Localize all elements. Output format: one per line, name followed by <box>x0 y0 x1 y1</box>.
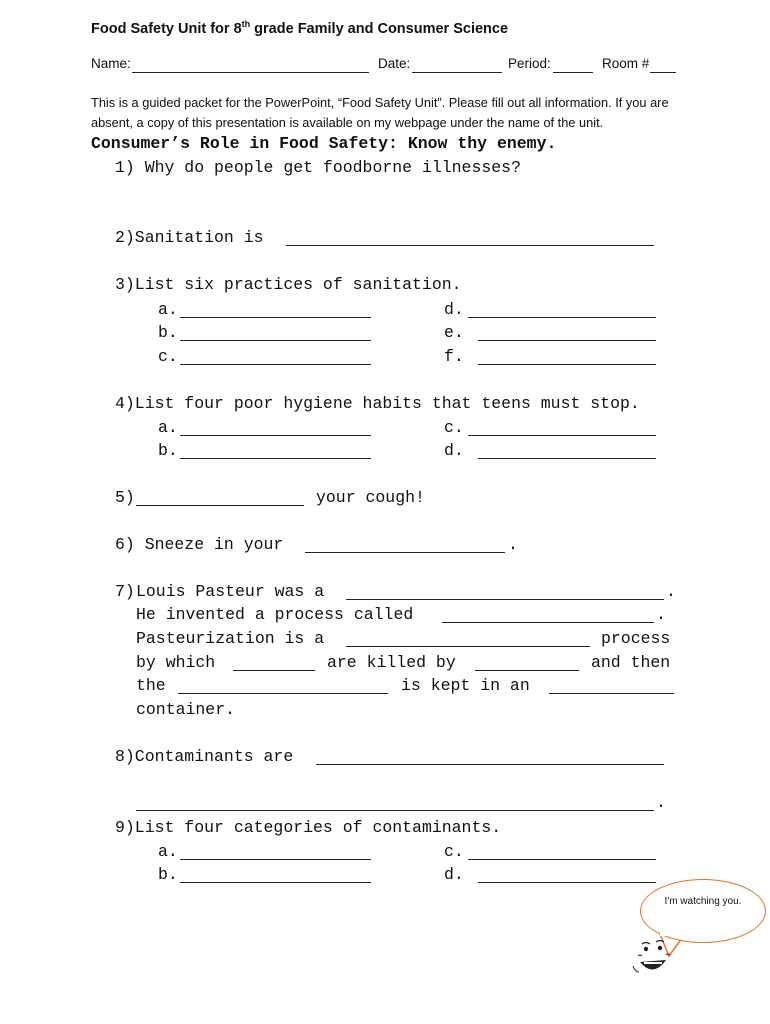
question-3: 3)List six practices of sanitation. <box>115 275 462 294</box>
question-7-number: 7) <box>115 582 135 601</box>
q7-line4-blank1[interactable] <box>233 670 315 671</box>
q7-line5-blank2[interactable] <box>549 693 674 694</box>
q4-c-label: c. <box>444 418 464 437</box>
speech-bubble-text: I'm watching you. <box>664 896 742 907</box>
q7-line3-end: process <box>601 629 671 648</box>
q4-a-line[interactable] <box>180 435 371 436</box>
question-4: 4)List four poor hygiene habits that teens must stop. <box>115 394 640 413</box>
q7-line4-b: are killed by <box>327 653 456 672</box>
q3-c-label: c. <box>158 347 178 366</box>
q3-f-line[interactable] <box>478 364 656 365</box>
period-label: Period: <box>508 56 551 71</box>
q9-c-label: c. <box>444 842 464 861</box>
q9-d-line[interactable] <box>478 882 656 883</box>
name-label: Name: <box>91 56 131 71</box>
q9-a-label: a. <box>158 842 178 861</box>
q4-a-label: a. <box>158 418 178 437</box>
q3-b-line[interactable] <box>180 340 371 341</box>
q3-a-label: a. <box>158 300 178 319</box>
q9-b-line[interactable] <box>180 882 371 883</box>
answer-line-8b[interactable] <box>136 810 654 811</box>
period-field[interactable] <box>553 72 593 73</box>
q3-a-line[interactable] <box>180 317 371 318</box>
intro-paragraph: This is a guided packet for the PowerPoint, “Food Safety Unit”. Please fill out all information. If you are absent, a copy of this presentation is available on my webpage under the name of the unit. <box>91 95 669 130</box>
room-label: Room # <box>602 56 650 71</box>
q3-c-line[interactable] <box>180 364 371 365</box>
q9-c-line[interactable] <box>468 859 656 860</box>
answer-line-5[interactable] <box>136 505 304 506</box>
q7-line4-a: by which <box>136 653 216 672</box>
question-8: 8)Contaminants are <box>115 747 294 766</box>
cartoon-face-icon <box>630 936 674 980</box>
name-field[interactable] <box>132 72 369 73</box>
question-9: 9)List four categories of contaminants. <box>115 818 502 837</box>
q7-line3-text: Pasteurization is a <box>136 629 325 648</box>
answer-line-2[interactable] <box>286 245 654 246</box>
room-field[interactable] <box>650 72 676 73</box>
q3-b-label: b. <box>158 323 178 342</box>
q7-line1-blank[interactable] <box>346 599 664 600</box>
question-5-number: 5) <box>115 488 135 507</box>
q7-line1-text: Louis Pasteur was a <box>136 582 325 601</box>
q3-d-line[interactable] <box>468 317 656 318</box>
q7-line4-c: and then <box>591 653 671 672</box>
q4-d-label: d. <box>444 441 464 460</box>
q3-f-label: f. <box>444 347 464 366</box>
q7-line5-a: the <box>136 676 166 695</box>
question-6-period: . <box>508 535 518 554</box>
page-title: Food Safety Unit for 8th grade Family and Consumer Science <box>91 19 509 37</box>
q7-line5-blank1[interactable] <box>178 693 388 694</box>
q7-line2-text: He invented a process called <box>136 605 414 624</box>
q9-d-label: d. <box>444 865 464 884</box>
speech-bubble <box>640 879 766 943</box>
q7-line2-period: . <box>656 605 666 624</box>
q4-b-line[interactable] <box>180 458 371 459</box>
question-6: 6) Sneeze in your <box>115 535 284 554</box>
q9-a-line[interactable] <box>180 859 371 860</box>
q7-line2-blank[interactable] <box>442 622 654 623</box>
date-label: Date: <box>378 56 411 71</box>
section-heading: Consumer’s Role in Food Safety: Know thy enemy. <box>91 134 557 153</box>
date-field[interactable] <box>412 72 502 73</box>
q7-line5-b: is kept in an <box>401 676 530 695</box>
q4-b-label: b. <box>158 441 178 460</box>
answer-line-6[interactable] <box>305 552 505 553</box>
q9-b-label: b. <box>158 865 178 884</box>
q3-e-line[interactable] <box>478 340 656 341</box>
q7-line1-period: . <box>666 582 676 601</box>
question-5-text: your cough! <box>316 488 425 507</box>
question-1: 1) Why do people get foodborne illnesses? <box>115 158 521 177</box>
q3-e-label: e. <box>444 323 464 342</box>
question-8-period: . <box>656 793 666 812</box>
q7-line6-text: container. <box>136 700 236 719</box>
question-2: 2)Sanitation is <box>115 228 264 247</box>
q7-line4-blank2[interactable] <box>475 670 579 671</box>
q4-d-line[interactable] <box>478 458 656 459</box>
q4-c-line[interactable] <box>468 435 656 436</box>
q7-line3-blank[interactable] <box>346 646 590 647</box>
q3-d-label: d. <box>444 300 464 319</box>
answer-line-8a[interactable] <box>316 764 664 765</box>
